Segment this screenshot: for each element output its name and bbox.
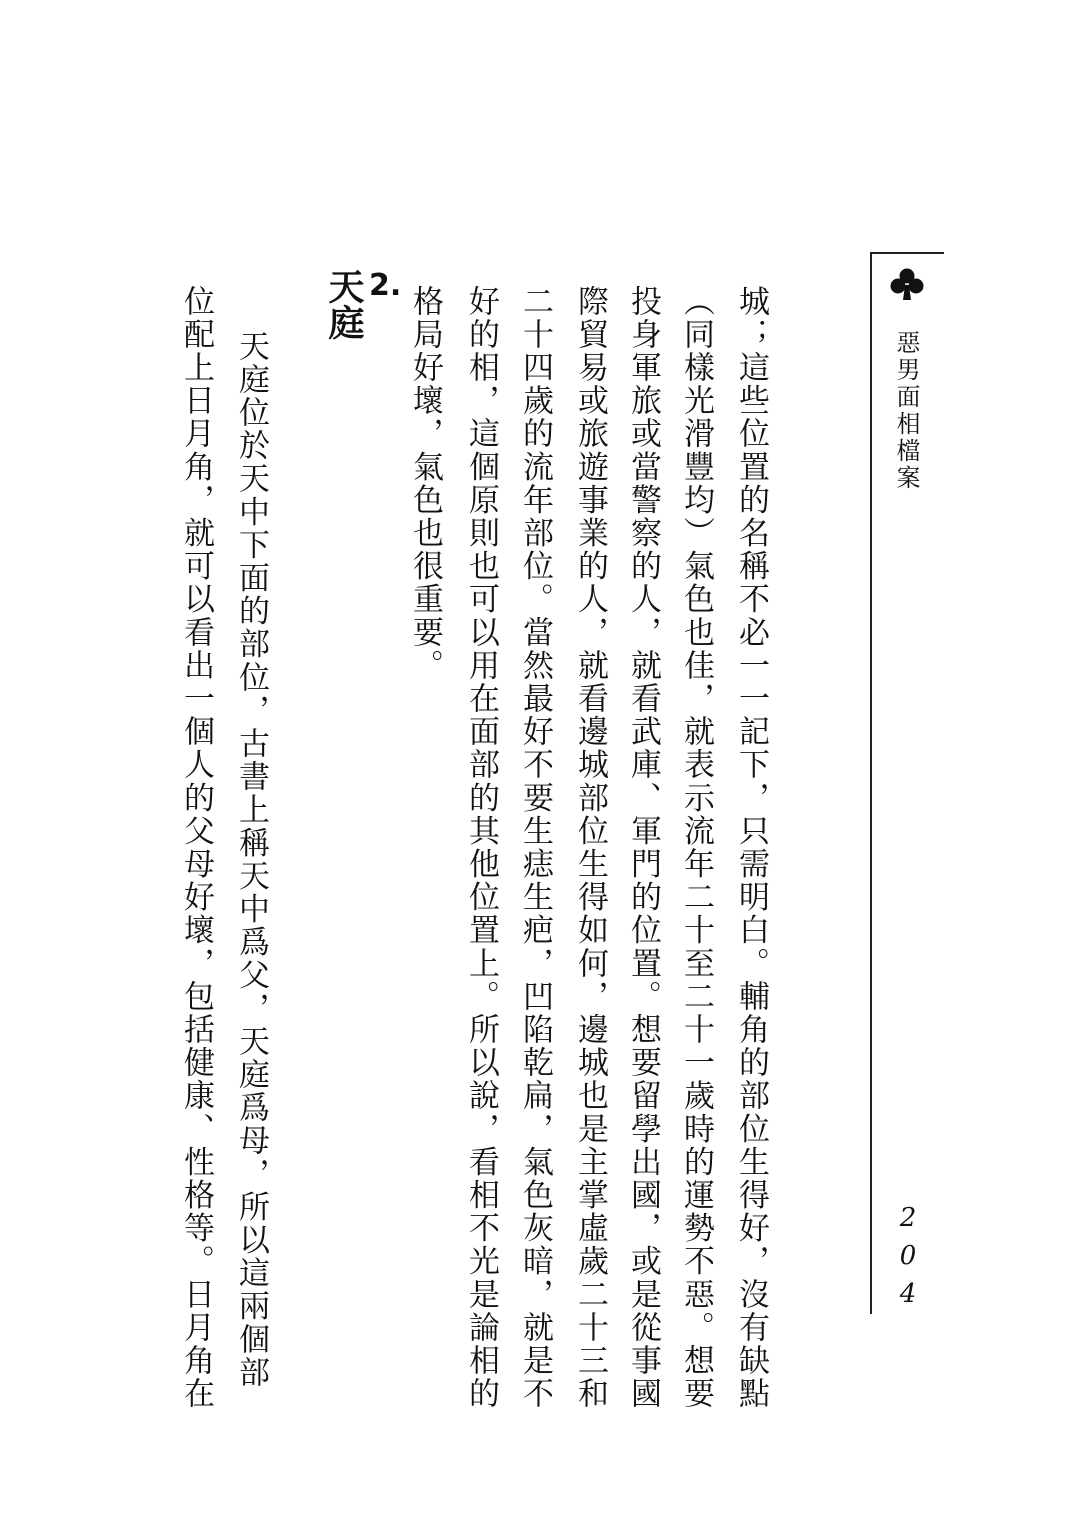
text-column: 城；這些位置的名稱不必一一記下，只需明白。輔角的部位生得好，沒有缺點 [733,285,769,1411]
header-side-rule [870,252,872,1314]
text-column: 天庭位於天中下面的部位，古書上稱天中爲父，天庭爲母，所以這兩個部 [233,330,269,1390]
section-title: 天庭 [323,268,364,340]
page-number: 204 [893,1203,923,1317]
text-column: 際貿易或旅遊事業的人，就看邊城部位生得如何，邊城也是主掌虛歲二十三和 [572,285,608,1411]
section-number: 2. [369,268,402,303]
text-column: 投身軍旅或當警察的人，就看武庫、軍門的位置。想要留學出國，或是從事國 [625,285,661,1411]
club-suit-icon [889,267,925,303]
text-column: （同樣光滑豐均）氣色也佳，就表示流年二十至二十一歲時的運勢不惡。想要 [678,285,714,1411]
text-column: 格局好壞，氣色也很重要。 [407,285,443,683]
text-column: 好的相，這個原則也可以用在面部的其他位置上。所以說，看相不光是論相的 [463,285,499,1411]
book-title: 惡男面相檔案 [892,330,920,492]
header-rule [872,252,944,254]
section-heading [318,268,401,340]
text-column: 二十四歲的流年部位。當然最好不要生痣生疤，凹陷乾扁，氣色灰暗，就是不 [517,285,553,1411]
text-column: 位配上日月角，就可以看出一個人的父母好壞，包括健康、性格等。日月角在 [178,285,214,1411]
